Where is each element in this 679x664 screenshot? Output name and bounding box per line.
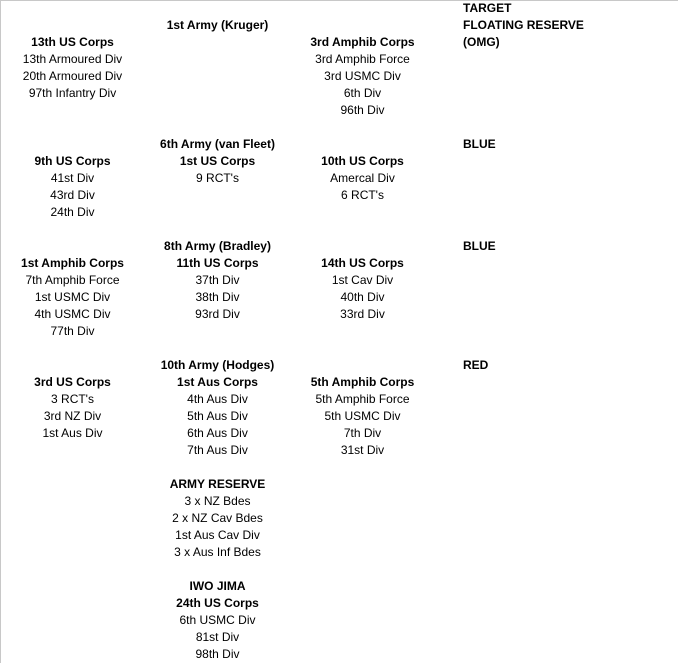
unit-cell: 37th Div <box>195 273 240 287</box>
unit-cell: 31st Div <box>340 443 385 457</box>
corps-name: 5th Amphib Corps <box>310 375 415 389</box>
unit-cell: 96th Div <box>340 103 385 117</box>
unit-cell: 3 RCT's <box>51 392 94 406</box>
unit-cell: 43rd Div <box>50 188 95 202</box>
corps-block-13th-us <box>0 34 145 102</box>
unit-cell: 6 RCT's <box>341 188 384 202</box>
unit-cell: 3 x Aus Inf Bdes <box>174 545 261 559</box>
corps-name: 11th US Corps <box>176 256 259 270</box>
corps-name: 24th US Corps <box>176 596 259 610</box>
unit-cell: 1st Cav Div <box>331 273 394 287</box>
iwo-title: IWO JIMA <box>189 579 246 593</box>
unit-cell: 7th Div <box>343 426 382 440</box>
corps-block-3rd-us <box>0 374 145 442</box>
unit-cell: 1st Aus Div <box>42 426 103 440</box>
unit-cell: 13th Armoured Div <box>22 52 123 66</box>
corps-name: 3rd Amphib Corps <box>310 35 415 49</box>
corps-name: 3rd US Corps <box>34 375 111 389</box>
unit-cell: 93rd Div <box>195 307 240 321</box>
unit-cell: 7th Aus Div <box>187 443 248 457</box>
army-reserve-block <box>145 476 290 561</box>
unit-cell: 2 x NZ Cav Bdes <box>172 511 263 525</box>
unit-cell: 7th Amphib Force <box>25 273 120 287</box>
target-label: FLOATING RESERVE <box>463 18 584 32</box>
target-label: (OMG) <box>463 35 500 49</box>
corps-block-14th-us <box>290 255 435 323</box>
unit-cell: 5th USMC Div <box>324 409 401 423</box>
army-name: 1st Army (Kruger) <box>166 18 269 32</box>
corps-block-3rd-amphib <box>290 34 435 119</box>
unit-cell: 3rd USMC Div <box>324 69 401 83</box>
corps-block-5th-amphib <box>290 374 435 459</box>
unit-cell: 81st Div <box>195 630 240 644</box>
unit-cell: 6th Aus Div <box>187 426 248 440</box>
corps-name: 1st US Corps <box>179 154 256 168</box>
unit-cell: 5th Aus Div <box>187 409 248 423</box>
unit-cell: 5th Amphib Force <box>315 392 410 406</box>
corps-name: 1st Aus Corps <box>177 375 258 389</box>
target-label: BLUE <box>463 137 496 151</box>
unit-cell: 38th Div <box>195 290 240 304</box>
unit-cell: 40th Div <box>340 290 385 304</box>
target-label: BLUE <box>463 239 496 253</box>
corps-name: 14th US Corps <box>321 256 404 270</box>
unit-cell: 3rd Amphib Force <box>315 52 410 66</box>
unit-cell: 9 RCT's <box>196 171 239 185</box>
unit-cell: 1st Aus Cav Div <box>175 528 260 542</box>
corps-block-1st-amphib <box>0 255 145 340</box>
target-label: TARGET <box>463 1 512 15</box>
corps-block-9th-us <box>0 153 145 221</box>
target-blue-1 <box>463 136 496 153</box>
unit-cell: 24th Div <box>50 205 95 219</box>
unit-cell: 6th USMC Div <box>179 613 256 627</box>
army-name: 10th Army (Hodges) <box>160 358 275 372</box>
army-name: 8th Army (Bradley) <box>164 239 271 253</box>
unit-cell: 4th USMC Div <box>34 307 111 321</box>
iwo-jima-block <box>145 578 290 663</box>
unit-cell: 4th Aus Div <box>187 392 248 406</box>
target-red <box>463 357 488 374</box>
unit-cell: 1st USMC Div <box>34 290 111 304</box>
unit-cell: 98th Div <box>195 647 240 661</box>
corps-name: 13th US Corps <box>31 35 114 49</box>
unit-cell: Amercal Div <box>330 171 395 185</box>
corps-name: 9th US Corps <box>34 154 111 168</box>
reserve-title: ARMY RESERVE <box>169 477 266 491</box>
target-blue-2 <box>463 238 496 255</box>
unit-cell: 77th Div <box>50 324 95 338</box>
corps-name: 10th US Corps <box>321 154 404 168</box>
army-block-10th <box>145 357 290 459</box>
army-name: 6th Army (van Fleet) <box>160 137 275 151</box>
target-header <box>463 0 584 51</box>
unit-cell: 41st Div <box>50 171 95 185</box>
army-block-6th <box>145 136 290 187</box>
unit-cell: 3rd NZ Div <box>43 409 102 423</box>
corps-name: 1st Amphib Corps <box>21 256 124 270</box>
unit-cell: 33rd Div <box>340 307 385 321</box>
unit-cell: 3 x NZ Bdes <box>184 494 251 508</box>
army-block-8th <box>145 238 290 323</box>
unit-cell: 6th Div <box>343 86 382 100</box>
corps-block-10th-us <box>290 153 435 204</box>
unit-cell: 97th Infantry Div <box>28 86 117 100</box>
unit-cell: 20th Armoured Div <box>22 69 123 83</box>
target-label: RED <box>463 358 489 372</box>
army-block-1st <box>145 17 290 34</box>
